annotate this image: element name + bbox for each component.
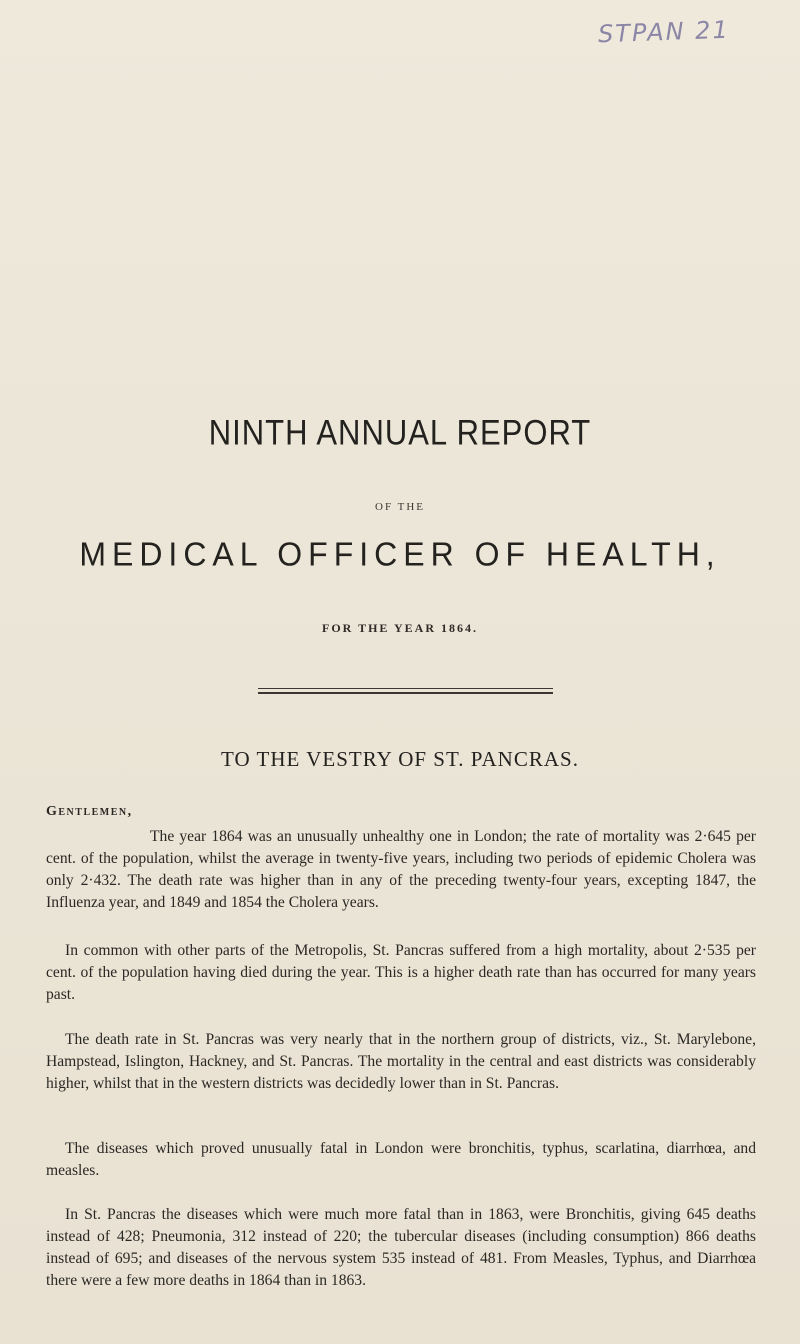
report-year-line: FOR THE YEAR 1864.	[321, 621, 478, 635]
archive-reference-mark: STPAN 21	[597, 15, 731, 49]
paragraph-text: The diseases which proved unusually fatal in London were bronchitis, typhus, scarlatina, diarrhœa, and measles.	[46, 1140, 756, 1179]
paragraph-4	[46, 1138, 756, 1182]
report-subtitle: MEDICAL OFFICER OF HEALTH,	[79, 535, 721, 573]
paragraph-text: In St. Pancras the diseases which were much more fatal than in 1863, were Bronchitis, giving 645 deaths instead of 428; Pneumonia, 312 instead of 220; the tubercular diseases (including consumption) 866 deaths instead of 695; and diseases of the nervous system 535 instead of 481. From Measles, Typhus, and Diarrhœa there were a few more deaths in 1864 than in 1863.	[46, 1206, 756, 1289]
report-title: NINTH ANNUAL REPORT	[208, 412, 592, 453]
paragraph-text: The death rate in St. Pancras was very nearly that in the northern group of districts, viz., St. Marylebone, Hampstead, Islington, Hackney, and St. Pancras. The mortality in the central and east districts was considerably higher, whilst that in the western districts was decidedly lower than in St. Pancras.	[46, 1031, 756, 1092]
paragraph-text: The year 1864 was an unusually unhealthy one in London; the rate of mortality was 2·645 per cent. of the population, whilst the average in twenty-five years, including two periods of epidemic Cholera was only 2·432. The death rate was higher than in any of the preceding twenty-four years, excepting 1847, the Influenza year, and 1849 and 1854 the Cholera years.	[46, 828, 756, 911]
paragraph-3	[46, 1029, 756, 1095]
report-of-the: OF THE	[375, 501, 425, 513]
paragraph-text: In common with other parts of the Metropolis, St. Pancras suffered from a high mortality, about 2·535 per cent. of the population having died during the year. This is a higher death rate than has occurred for many years past.	[46, 942, 756, 1003]
paragraph-5	[46, 1204, 756, 1292]
salutation	[46, 804, 133, 820]
paragraph-2	[46, 940, 756, 1006]
address-heading: TO THE VESTRY OF ST. PANCRAS.	[221, 747, 579, 771]
paragraph-1	[46, 826, 756, 914]
divider-rule-top	[258, 688, 553, 689]
divider-rule-bottom	[258, 692, 553, 694]
salutation-text: Gentlemen,	[46, 804, 133, 819]
